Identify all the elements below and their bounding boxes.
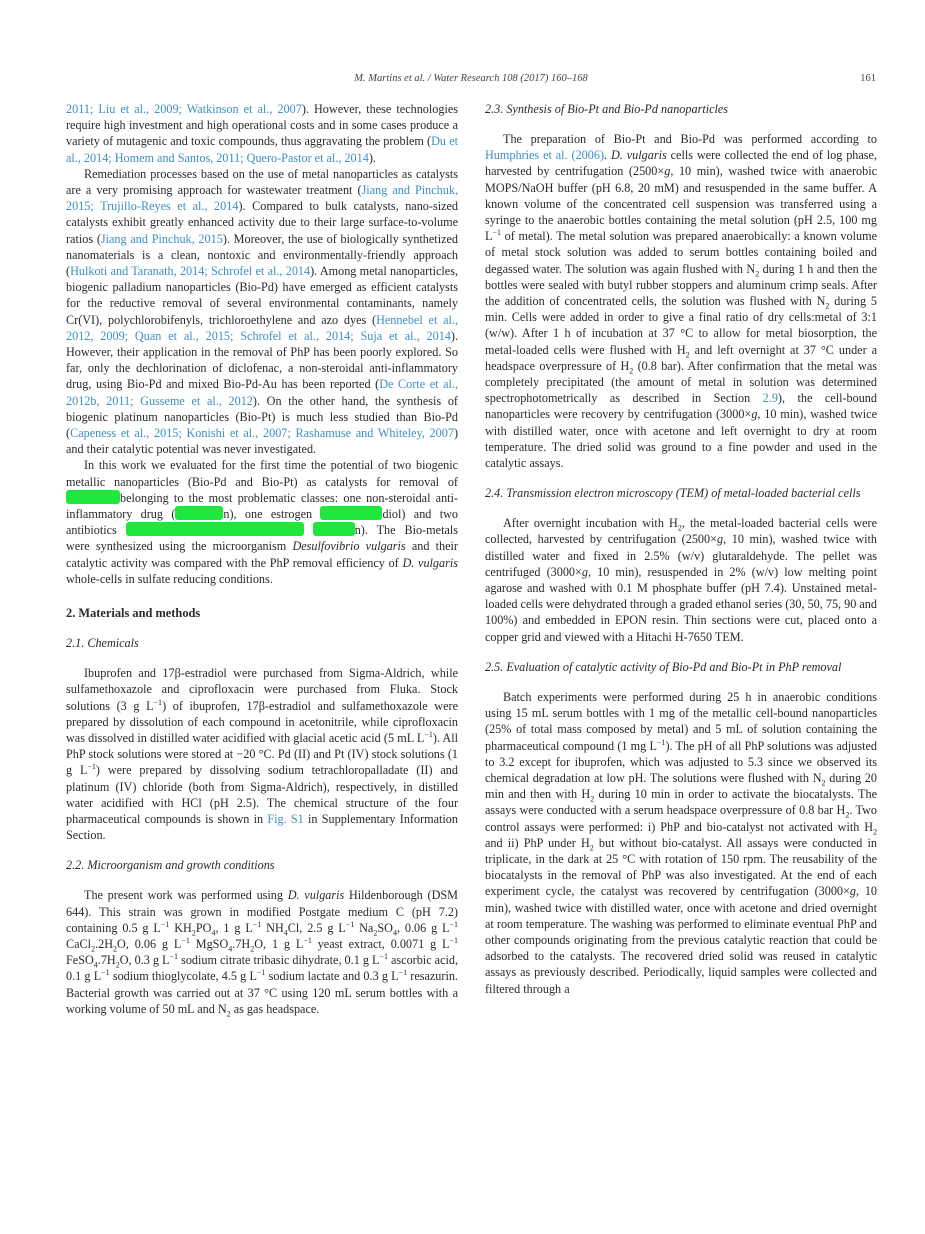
objective-paragraph: In this work we evaluated for the first time the potential of two biogenic metallic nanoparticles (Bio-Pd and Bio-Pt) as catalysts for removal ofbelonging to the most problematic classes: one non-steroidal anti-inflammatory drug ( n), one estrogen diol) and two antibiotics n). The Bio-metals were synthesized using the microorganism Desulfovibrio vulgaris and their catalytic activity was compared with the PhP removal efficiency of D. vulgaris whole-cells in sulfate reducing conditions. bbox=[66, 458, 458, 586]
reference-link[interactable]: Capeness et al., 2015; Konishi et al., 2007; Rashamuse and Whiteley, 2007 bbox=[70, 426, 454, 441]
running-header bbox=[66, 73, 876, 89]
microorganism-paragraph: The present work was performed using D. vulgaris Hildenborough (DSM 644). This strain was grown in modified Postgate medium C (pH 7.2) containing 0.5 g $L^{-1}$ $KH_2PO_4$, 1 g $L^{-1}$ $NH_4Cl$, 2.5 g $L^{-1}$ $Na_2SO_4$, 0.06 g $L^{-1}$ $CaCl_2.2H_2O$, 0.06 g $L^{-1}$ $MgSO_4.7H_2O$, 1 g $L^{-1}$ yeast extract, 0.0071 g $L^{-1}$ $FeSO_4.7H_2O$, 0.3 g $L^{-1}$ sodium citrate tribasic dihydrate, 0.1 g $L^{-1}$ ascorbic acid, 0.1 g $L^{-1}$ sodium thioglycolate, 4.5 g $L^{-1}$ sodium lactate and 0.3 g $L^{-1}$ resazurin. Bacterial growth was carried out at 37 °C using 120 mL serum bottles with a working volume of 50 mL and $N_2$ as gas headspace. bbox=[66, 888, 459, 1019]
section-heading-materials: 2. Materials and methods bbox=[66, 606, 201, 621]
reference-link[interactable]: Humphries et al. (2006) bbox=[485, 148, 605, 163]
reference-link[interactable]: Du et al., 2014; Homem and Santos, 2011; Quero-Pastor et al., 2014 bbox=[66, 134, 458, 165]
remediation-paragraph: Remediation processes based on the use of metal nanoparticles as catalysts are a very promising approach for wastewater treatment (Jiang and Pinchuk, 2015; Trujillo-Reyes et al., 2014). Compared to bulk catalysts, nano-sized catalysts exhibit greatly enhanced activity due to their large surface-to-volume ratios (Jiang and Pinchuk, 2015). Moreover, the use of biologically synthetized nanomaterials is a clean, nontoxic and environmentally-friendly approach (Hulkoti and Taranath, 2014; Schrofel et al., 2014). Among metal nanoparticles, biogenic palladium nanoparticles (Bio-Pd) have emerged as efficient catalysts for the reductive removal of several environmental contaminants, namely Cr(VI), polychlorobifenyls, trichloroethylene and azo dyes (Hennebel et al., 2012, 2009; Quan et al., 2015; Schrofel et al., 2014; Suja et al., 2014). However, their application in the removal of PhP has been poorly explored. So far, only the dechlorination of diclofenac, a non-steroidal anti-inflammatory drug, using Bio-Pd and mixed Bio-Pd-Au has been reported (De Corte et al., 2012b, 2011; Gusseme et al., 2012). On the other hand, the synthesis of biogenic platinum nanoparticles (Bio-Pt) is much less studied than Bio-Pd (Capeness et al., 2015; Konishi et al., 2007; Rashamuse and Whiteley, 2007) and their catalytic potential was never investigated. bbox=[66, 166, 458, 457]
redaction-mark bbox=[126, 522, 304, 536]
reference-link[interactable]: Jiang and Pinchuk, 2015 bbox=[100, 231, 223, 246]
redaction-mark bbox=[313, 522, 355, 536]
reference-link[interactable]: Hennebel et al., 2012, 2009; Quan et al., 2015; Schrofel et al., 2014; Suja et al., 2014 bbox=[66, 312, 458, 343]
chemicals-paragraph: Ibuprofen and 17β-estradiol were purchased from Sigma-Aldrich, while sulfamethoxazole and ciprofloxacin were purchased from Fluka. Stock solutions (3 g $L^{-1}$) of ibuprofen, 17β-estradiol and sulfamethoxazole were prepared by dissolution of each compound in acetonitrile, while ciprofloxacin was dissolved in distilled water acidified with glacial acetic acid (5 mL $L^{-1}$). All PhP stock solutions were stored at −20 °C. Pd (II) and Pt (IV) stock solutions (1 g $L^{-1}$) were prepared by dissolving sodium tetrachloropalladate (II) and platinum (IV) chloride (both from Sigma-Aldrich), respectively, in distilled water acidified with HCl (pH 2.5). The chemical structure of the four pharmaceutical compounds is shown in Fig. S1 in Supplementary Information Section. bbox=[66, 666, 458, 843]
right-column bbox=[485, 101, 877, 997]
reference-link[interactable]: Jiang and Pinchuk, 2015; Trujillo-Reyes et al., 2014 bbox=[66, 183, 458, 214]
reference-link[interactable]: 2011; Liu et al., 2009; Watkinson et al., 2007 bbox=[66, 102, 302, 116]
subsection-heading-tem: 2.4. Transmission electron microscopy (TEM) of metal-loaded bacterial cells bbox=[485, 486, 861, 501]
tem-paragraph: After overnight incubation with $H_2$, the metal-loaded bacterial cells were collected, harvested by centrifugation (2500×g, 10 min), washed twice with distilled water and fixed in 2.5% (w/v) glutaraldehyde. The pellet was centrifuged (3000×g, 10 min), resuspended in 2% (w/v) low melting point agarose and washed with 0.1 M phosphate buffer (pH 7.4). Unstained metal-loaded cells were dehydrated through a graded ethanol series (30, 50, 75, 90 and 100%) and embedded in EPON resin. Thin sections were cut, placed onto a copper grid and viewed with a Hitachi H-7650 TEM. bbox=[485, 516, 878, 644]
intro-paragraph-continued: 2011; Liu et al., 2009; Watkinson et al., 2007). However, these technologies require high investment and high operational costs and in some cases produce a variety of mutagenic and toxic compounds, thus aggravating the problem (Du et al., 2014; Homem and Santos, 2011; Quero-Pastor et al., 2014). bbox=[66, 102, 458, 165]
subsection-heading-microorganism: 2.2. Microorganism and growth conditions bbox=[66, 858, 275, 873]
section-link[interactable]: 2.9 bbox=[762, 391, 778, 406]
redaction-mark bbox=[320, 506, 382, 520]
subsection-heading-chemicals: 2.1. Chemicals bbox=[66, 636, 139, 651]
page-number: 161 bbox=[860, 73, 876, 84]
synthesis-paragraph: The preparation of Bio-Pt and Bio-Pd was performed according to Humphries et al. (2006). D. vulgaris cells were collected the end of log phase, harvested by centrifugation (2500×g, 10 min), washed twice with anaerobic MOPS/NaOH buffer (pH 6.8, 20 mM) and resuspended in the same buffer. A known volume of the concentrated cell suspension was transferred using a syringe to the anaerobic bottles containing the metal solution (pH 2.5, 100 mg $L^{-1}$ of metal). The metal solution was prepared anaerobically: a known volume of metal stock solution was added to serum bottles containing boiled and degassed water. The solution was again flushed with $N_2$ during 1 h and then the bottles were sealed with butyl rubber stoppers and aluminum crimp seals. After the addition of concentrated cells, the solution was flushed with $N_2$ during 5 min. Cells were added in order to give a final ratio of dry cells:metal of 3:1 (w/w). After 1 h of incubation at 37 °C to allow for metal biosorption, the metal-loaded cells were flushed with $H_2$ and left overnight at 37 °C under a headspace overpressure of $H_2$ (0.8 bar). After confirmation that the metal was completely precipitated (the amount of metal in solution was determined spectrophotometrically as described in Section 2.9), the cell-bound nanoparticles were recovery by centrifugation (3000×g, 10 min), washed twice with distilled water, once with acetone and left overnight to dry at room temperature. The dried solid was ground to a fine powder and used in the catalytic assays. bbox=[485, 132, 878, 471]
redaction-mark bbox=[66, 490, 120, 504]
figure-link[interactable]: Fig. S1 bbox=[267, 811, 304, 826]
left-column bbox=[66, 101, 458, 1017]
redaction-mark bbox=[175, 506, 223, 520]
subsection-heading-evaluation: 2.5. Evaluation of catalytic activity of Bio-Pd and Bio-Pt in PhP removal bbox=[485, 659, 842, 674]
evaluation-paragraph: Batch experiments were performed during 25 h in anaerobic conditions using 15 mL serum bottles with 1 mg of the metallic cell-bound nanoparticles (25% of total mass composed by metal) and 5 mL of solution containing the pharmaceutical compound (1 mg $L^{-1}$). The pH of all PhP solutions was adjusted to 3.2 except for ibuprofen, which was adjusted to 5.3 since we observed its chemical degradation at low pH. The solutions were flushed with $N_2$ during 20 min and then with $H_2$ during 10 min in order to activate the biocatalysts. The assays were conducted with a serum headspace overpressure of 0.8 bar $H_2$. Two control assays were performed: i) PhP and bio-catalyst not activated with $H_2$ and ii) PhP under $H_2$ but without bio-catalyst. All assays were conducted in triplicate, in the dark at 25 °C with rotation of 150 rpm. The reusability of the biocatalysts in the removal of PhP was also investigated. At the end of each experiment cycle, the catalyst was recovered by centrifugation (3000×g, 10 min), washed twice with distilled water, once with acetone and dried overnight at room temperature. The washing was performed to eliminate eventual PhP and other compounds originating from the previous catalytic reaction that could be adsorbed to the catalysts. The recovered dried solid was reused in catalytic assays as previously described. Periodically, liquid samples were collected and filtered through a bbox=[485, 689, 878, 996]
reference-link[interactable]: Hulkoti and Taranath, 2014; Schrofel et al., 2014 bbox=[70, 264, 311, 279]
journal-citation: M. Martins et al. / Water Research 108 (2017) 160–168 bbox=[354, 73, 588, 84]
reference-link[interactable]: De Corte et al., 2012b, 2011; Gusseme et al., 2012 bbox=[66, 377, 458, 408]
subsection-heading-synthesis: 2.3. Synthesis of Bio-Pt and Bio-Pd nanoparticles bbox=[485, 102, 729, 116]
